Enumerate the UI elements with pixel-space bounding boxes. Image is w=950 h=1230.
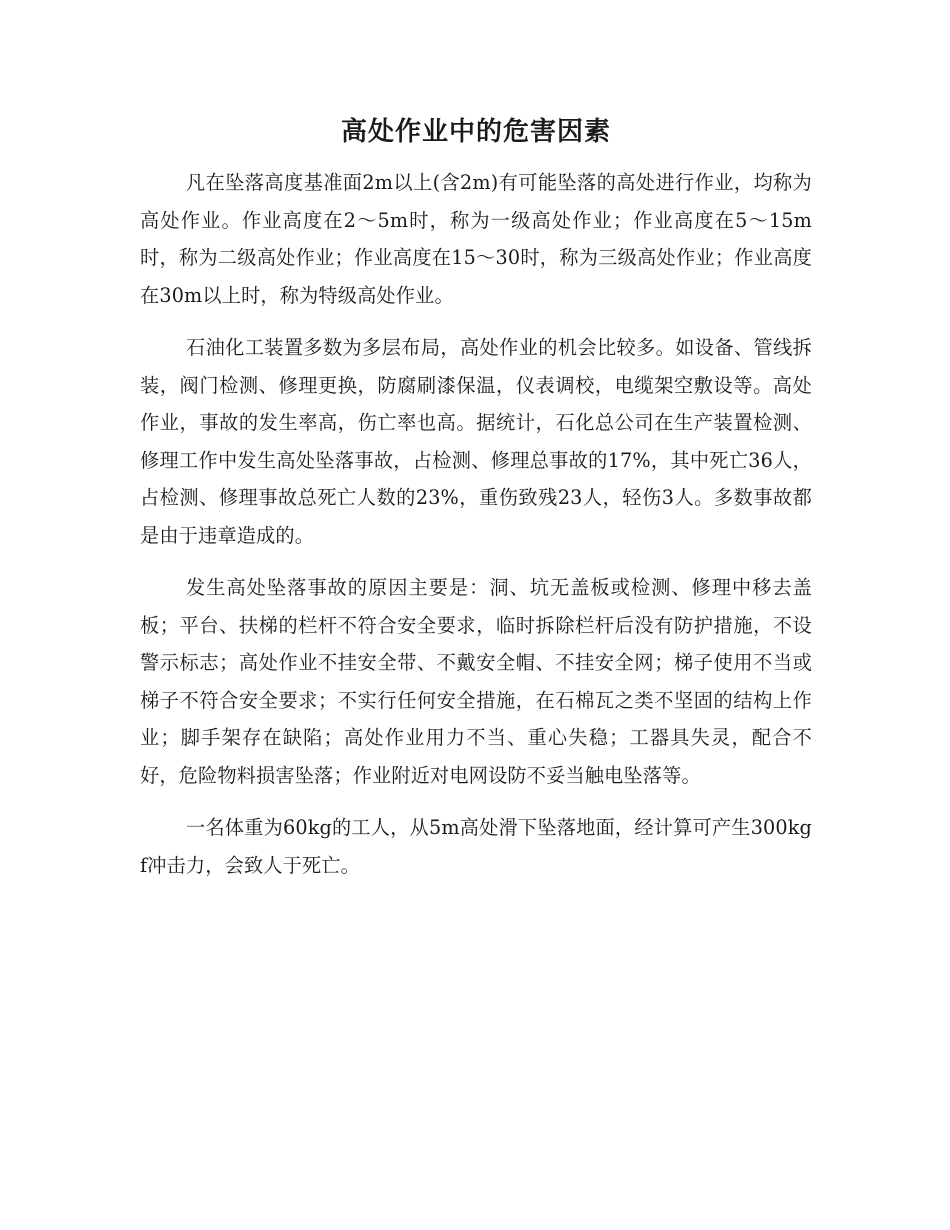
document-title: 高处作业中的危害因素 [340, 117, 611, 147]
document-page [140, 112, 812, 884]
paragraph-statistics: 石油化工装置多数为多层布局，高处作业的机会比较多。如设备、管线拆装，阀门检测、修理更换，防腐刷漆保温，仪表调校，电缆架空敷设等。高处作业，事故的发生率高，伤亡率也高。据统计，石化总公司在生产装置检测、修理工作中发生高处坠落事故，占检测、修理总事故的17%，其中死亡36人，占检测、修理事故总死亡人数的23%，重伤致残23人，轻伤3人。多数事故都是由于违章造成的。 [140, 336, 812, 547]
paragraph-causes: 发生高处坠落事故的原因主要是：洞、坑无盖板或检测、修理中移去盖板；平台、扶梯的栏杆不符合安全要求，临时拆除栏杆后没有防护措施，不设警示标志；高处作业不挂安全带、不戴安全帽、不挂安全网；梯子使用不当或梯子不符合安全要求；不实行任何安全措施，在石棉瓦之类不坚固的结构上作业；脚手架存在缺陷；高处作业用力不当、重心失稳；工器具失灵，配合不好，危险物料损害坠落；作业附近对电网设防不妥当触电坠落等。 [140, 576, 812, 787]
paragraph-definition: 凡在坠落高度基准面2m以上(含2m)有可能坠落的高处进行作业，均称为高处作业。作业高度在2～5m时，称为一级高处作业；作业高度在5～15m时，称为二级高处作业；作业高度在15～30时，称为三级高处作业；作业高度在30m以上时，称为特级高处作业。 [140, 171, 812, 307]
paragraph-impact-example: 一名体重为60kg的工人，从5m高处滑下坠落地面，经计算可产生300kgf冲击力，会致人于死亡。 [140, 816, 812, 877]
